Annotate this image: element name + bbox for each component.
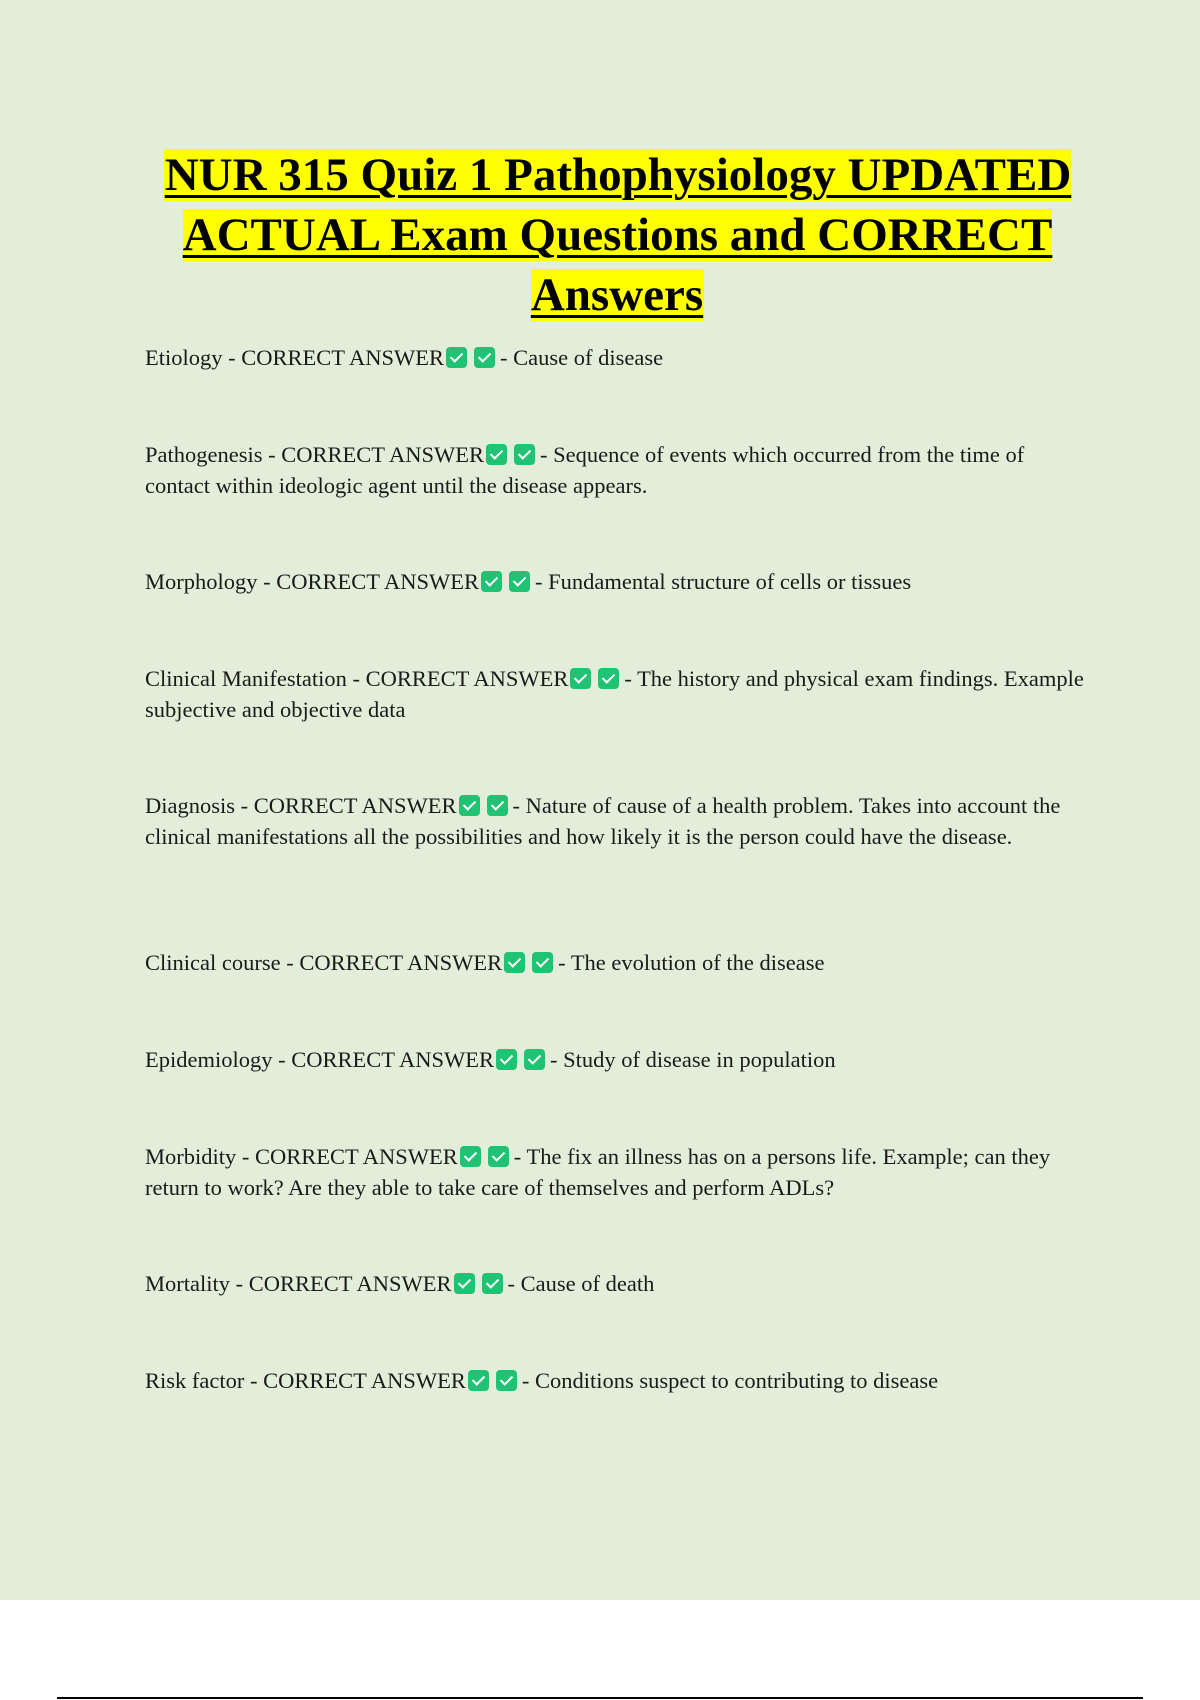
answer-label: CORRECT ANSWER (276, 569, 479, 594)
check-mark-button-icon (532, 952, 553, 973)
qa-item (145, 663, 1090, 725)
definition: Cause of death (520, 1271, 655, 1296)
check-mark-button-icon (509, 571, 530, 592)
check-mark-button-icon (496, 1049, 517, 1070)
check-mark-button-icon (598, 668, 619, 689)
qa-item (145, 342, 1090, 373)
term: Mortality (145, 1271, 230, 1296)
definition: Fundamental structure of cells or tissues (548, 569, 912, 594)
check-mark-button-icon (482, 1273, 503, 1294)
page-title (120, 145, 1115, 325)
check-mark-button-icon (454, 1273, 475, 1294)
check-mark-button-icon (496, 1370, 517, 1391)
check-mark-button-icon (524, 1049, 545, 1070)
term: Etiology (145, 345, 223, 370)
definition: The evolution of the disease (570, 950, 825, 975)
separator: - (235, 793, 254, 818)
definition: The history and physical exam findings. Example subjective and objective data (145, 666, 1084, 722)
definition: Cause of disease (513, 345, 664, 370)
term: Diagnosis (145, 793, 235, 818)
term: Risk factor (145, 1368, 245, 1393)
separator: - (230, 1271, 249, 1296)
answer-label: CORRECT ANSWER (248, 1271, 452, 1296)
term: Morphology (145, 569, 258, 594)
check-mark-button-icon (570, 668, 591, 689)
answer-label: CORRECT ANSWER (281, 442, 484, 467)
separator: - (280, 950, 300, 975)
answer-dash: - (500, 345, 514, 370)
check-mark-button-icon (487, 795, 508, 816)
answer-label: CORRECT ANSWER (263, 1368, 466, 1393)
check-mark-button-icon (474, 347, 495, 368)
answer-dash: - (550, 1047, 564, 1072)
separator: - (257, 569, 277, 594)
check-mark-button-icon (459, 795, 480, 816)
check-mark-button-icon (460, 1146, 481, 1167)
qa-item (145, 947, 1090, 978)
title-block (120, 145, 1115, 325)
check-mark-button-icon (446, 347, 467, 368)
separator: - (244, 1368, 264, 1393)
check-mark-button-icon (481, 571, 502, 592)
qa-item (145, 1268, 1090, 1299)
answer-dash: - (624, 666, 638, 691)
answer-dash: - (507, 1271, 521, 1296)
answer-label: CORRECT ANSWER (255, 1144, 458, 1169)
definition: The fix an illness has on a persons life. Example; can they return to work? Are they able to take care of themselves and perform ADLs? (145, 1144, 1051, 1200)
term: Clinical course (145, 950, 281, 975)
answer-label: CORRECT ANSWER (365, 666, 569, 691)
qa-item (145, 1141, 1090, 1203)
answer-label: CORRECT ANSWER (241, 345, 444, 370)
qa-item (145, 790, 1090, 852)
check-mark-button-icon (504, 952, 525, 973)
answer-dash: - (535, 569, 549, 594)
qa-item (145, 1044, 1090, 1075)
qa-item (145, 1365, 1090, 1396)
definition: Sequence of events which occurred from the time of contact within ideologic agent until the disease appears. (145, 442, 1025, 498)
separator: - (236, 1144, 256, 1169)
answer-dash: - (512, 793, 526, 818)
qa-item (145, 439, 1090, 501)
title-highlight: NUR 315 Quiz 1 Pathophysiology UPDATED ACTUAL Exam Questions and CORRECT Answers (164, 149, 1072, 321)
footer-divider (57, 1697, 1143, 1699)
check-mark-button-icon (514, 444, 535, 465)
check-mark-button-icon (468, 1370, 489, 1391)
separator: - (262, 442, 282, 467)
check-mark-button-icon (486, 444, 507, 465)
answer-label: CORRECT ANSWER (299, 950, 503, 975)
answer-label: CORRECT ANSWER (291, 1047, 494, 1072)
separator: - (272, 1047, 292, 1072)
qa-item (145, 566, 1090, 597)
term: Epidemiology (145, 1047, 273, 1072)
check-mark-button-icon (488, 1146, 509, 1167)
answer-label: CORRECT ANSWER (253, 793, 457, 818)
separator: - (346, 666, 366, 691)
answer-dash: - (558, 950, 571, 975)
definition: Study of disease in population (563, 1047, 836, 1072)
term: Pathogenesis (145, 442, 263, 467)
term: Clinical Manifestation (145, 666, 347, 691)
definition: Nature of cause of a health problem. Takes into account the clinical manifestations all the possibilities and how likely it is the person could have the disease. (145, 793, 1061, 849)
term: Morbidity (145, 1144, 237, 1169)
answer-dash: - (540, 442, 554, 467)
answer-dash: - (513, 1144, 527, 1169)
definition: Conditions suspect to contributing to disease (534, 1368, 939, 1393)
answer-dash: - (521, 1368, 535, 1393)
separator: - (222, 345, 242, 370)
